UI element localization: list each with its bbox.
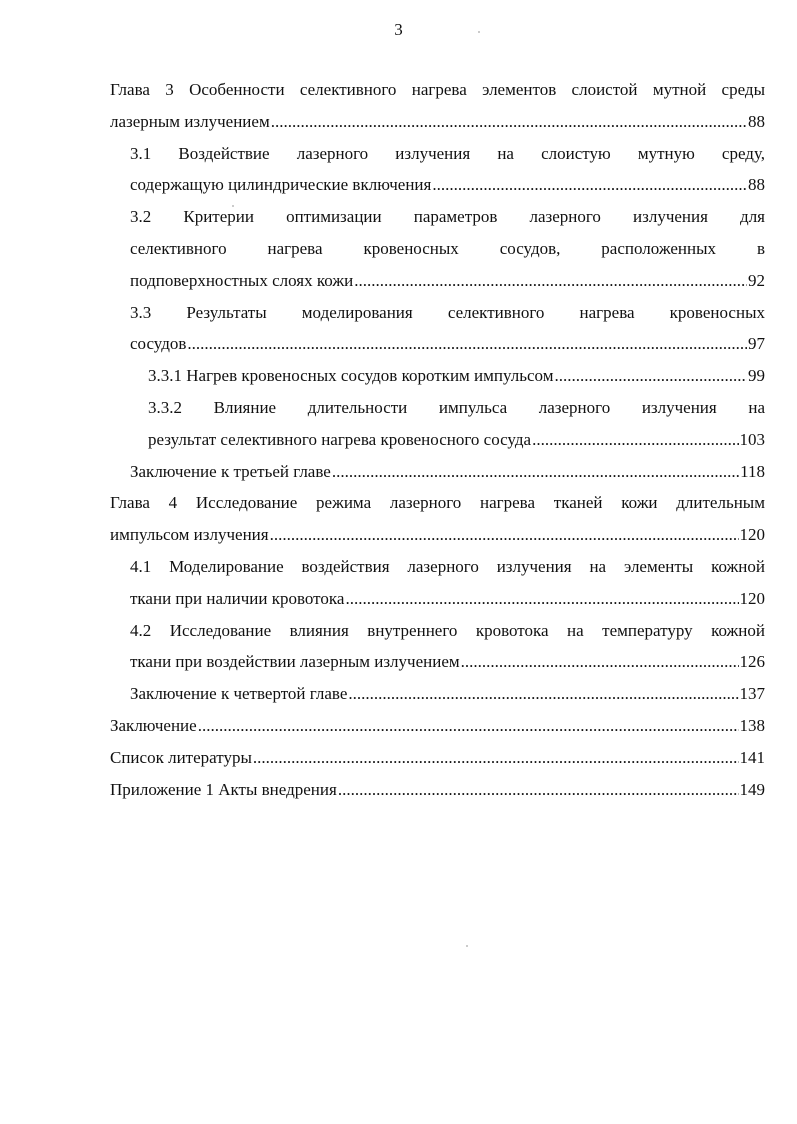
toc-entry-references[interactable] xyxy=(110,742,765,774)
toc-page-number: 118 xyxy=(740,461,765,481)
toc-page-number: 138 xyxy=(739,715,765,735)
dot-leader xyxy=(198,710,739,742)
toc-page-number: 92 xyxy=(748,270,765,290)
toc-entry-text: 4.1 Моделирование воздействия лазерного излучения на элементы кожной xyxy=(130,556,765,576)
toc-entry-conclusion[interactable] xyxy=(110,710,765,742)
toc-entry-text: ткани при воздействии лазерным излучением xyxy=(130,652,460,672)
toc-entry-leader-line xyxy=(130,678,765,710)
toc-entry-section-3-2[interactable] xyxy=(130,201,765,296)
toc-entry-leader-line xyxy=(130,328,765,360)
toc-entry-leader-line xyxy=(130,583,765,615)
toc-page-number: 120 xyxy=(739,588,765,608)
toc-entry-text: Заключение к четвертой главе xyxy=(130,684,348,704)
dot-leader xyxy=(432,169,747,201)
toc-entry-chapter-4[interactable] xyxy=(110,487,765,551)
toc-entry-leader-line xyxy=(130,456,765,488)
toc-entry-text: 3.3.2 Влияние длительности импульса лазерного излучения на xyxy=(148,397,765,417)
toc-entry-text: селективного нагрева кровеносных сосудов, расположенных в xyxy=(130,238,765,258)
toc-entry-section-3-1[interactable] xyxy=(130,138,765,202)
toc-entry-section-4-2[interactable] xyxy=(130,615,765,679)
toc-entry-leader-line xyxy=(130,265,765,297)
toc-entry-text: сосудов xyxy=(130,334,187,354)
toc-entry-text: подповерхностных слоях кожи xyxy=(130,270,354,290)
dot-leader xyxy=(270,519,739,551)
scan-speck xyxy=(478,31,480,33)
dot-leader xyxy=(271,106,747,138)
scan-speck xyxy=(466,945,468,947)
toc-entry-text: лазерным излучением xyxy=(110,111,270,131)
dot-leader xyxy=(354,265,747,297)
page-number: 3 xyxy=(394,20,403,39)
dot-leader xyxy=(461,646,739,678)
toc-page-number: 88 xyxy=(748,175,765,195)
toc-page-number: 126 xyxy=(739,652,765,672)
toc-entry-text: 3.2 Критерии оптимизации параметров лазерного излучения для xyxy=(130,207,765,227)
toc-entry-text: Заключение к третьей главе xyxy=(130,461,331,481)
toc-entry-section-3-3-2[interactable] xyxy=(148,392,765,456)
dot-leader xyxy=(345,583,738,615)
toc-entry-leader-line xyxy=(110,710,765,742)
toc-entry-leader-line xyxy=(110,774,765,806)
toc-entry-leader-line xyxy=(110,742,765,774)
toc-entry-text: Глава 4 Исследование режима лазерного нагрева тканей кожи длительным xyxy=(110,493,765,513)
dot-leader xyxy=(532,424,738,456)
toc-entry-leader-line xyxy=(110,106,765,138)
toc-entry-text: 3.3.1 Нагрев кровеносных сосудов коротким импульсом xyxy=(148,366,554,386)
toc-page-number: 120 xyxy=(739,525,765,545)
table-of-contents xyxy=(0,74,797,805)
toc-entry-section-3-3[interactable] xyxy=(130,297,765,361)
toc-entry-text: импульсом излучения xyxy=(110,525,269,545)
toc-page-number: 141 xyxy=(739,747,765,767)
dot-leader xyxy=(348,678,738,710)
dot-leader xyxy=(253,742,739,774)
toc-page-number: 137 xyxy=(739,684,765,704)
toc-entry-appendix-1[interactable] xyxy=(110,774,765,806)
toc-entry-text: Приложение 1 Акты внедрения xyxy=(110,779,337,799)
dot-leader xyxy=(187,328,747,360)
toc-entry-section-3-3-1[interactable] xyxy=(148,360,765,392)
dot-leader xyxy=(338,774,739,806)
toc-entry-leader-line xyxy=(148,360,765,392)
toc-entry-text: результат селективного нагрева кровеносного сосуда xyxy=(148,429,532,449)
toc-entry-text: Список литературы xyxy=(110,747,252,767)
toc-page-number: 149 xyxy=(739,779,765,799)
toc-entry-conclusion-chapter-4[interactable] xyxy=(130,678,765,710)
toc-entry-leader-line xyxy=(148,424,765,456)
toc-entry-text: Заключение xyxy=(110,715,197,735)
toc-page-number: 99 xyxy=(748,366,765,386)
toc-entry-text: Глава 3 Особенности селективного нагрева элементов слоистой мутной среды xyxy=(110,80,765,99)
toc-entry-section-4-1[interactable] xyxy=(130,551,765,615)
toc-entry-text: ткани при наличии кровотока xyxy=(130,588,345,608)
toc-entry-text: содержащую цилиндрические включения xyxy=(130,175,432,195)
toc-entry-leader-line xyxy=(110,519,765,551)
dot-leader xyxy=(554,360,747,392)
toc-entry-leader-line xyxy=(130,646,765,678)
toc-entry-text: 3.1 Воздействие лазерного излучения на слоистую мутную среду, xyxy=(130,143,765,163)
toc-entry-text: 3.3 Результаты моделирования селективного нагрева кровеносных xyxy=(130,302,765,322)
toc-entry-chapter-3[interactable] xyxy=(110,74,765,138)
toc-page-number: 103 xyxy=(739,429,765,449)
toc-entry-conclusion-chapter-3[interactable] xyxy=(130,456,765,488)
toc-page-number: 88 xyxy=(748,111,765,131)
dot-leader xyxy=(332,456,739,488)
toc-entry-leader-line xyxy=(130,169,765,201)
toc-page-number: 97 xyxy=(748,334,765,354)
toc-entry-text: 4.2 Исследование влияния внутреннего кровотока на температуру кожной xyxy=(130,620,765,640)
